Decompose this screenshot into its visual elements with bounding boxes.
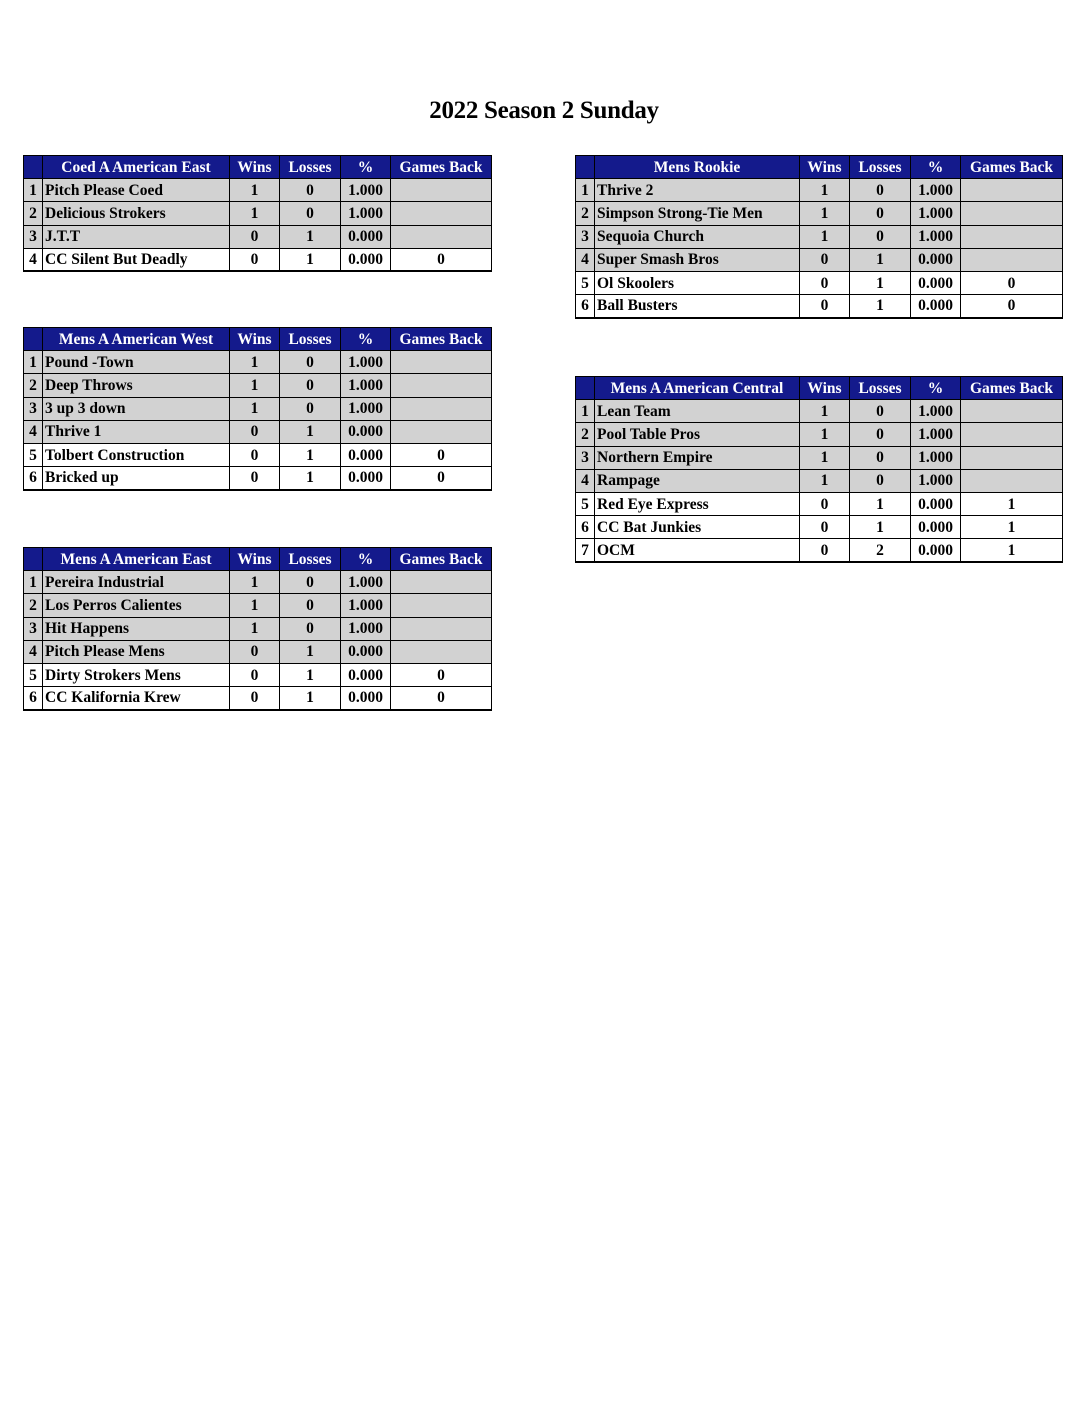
rank-cell: 6 — [24, 687, 43, 710]
rank-header — [576, 156, 595, 179]
rank-cell: 3 — [24, 397, 43, 420]
games-back-header: Games Back — [391, 156, 492, 179]
table-row — [576, 202, 1063, 225]
rank-cell: 4 — [24, 640, 43, 663]
table-row — [24, 397, 492, 420]
games-back-cell — [391, 397, 492, 420]
standings-table — [23, 327, 492, 491]
pct-cell: 1.000 — [911, 202, 961, 225]
pct-header: % — [341, 328, 391, 351]
losses-cell: 0 — [280, 397, 341, 420]
team-cell: Bricked up — [43, 467, 230, 490]
games-back-header: Games Back — [961, 377, 1063, 400]
games-back-cell — [391, 351, 492, 374]
wins-cell: 0 — [800, 492, 850, 515]
rank-cell: 3 — [24, 225, 43, 248]
standings-mens-a-american-west — [23, 327, 491, 491]
games-back-header: Games Back — [961, 156, 1063, 179]
games-back-cell: 0 — [961, 295, 1063, 318]
games-back-cell: 1 — [961, 492, 1063, 515]
table-row — [576, 516, 1063, 539]
team-cell: Thrive 2 — [595, 179, 800, 202]
pct-cell: 1.000 — [341, 179, 391, 202]
rank-cell: 7 — [576, 539, 595, 562]
table-row — [24, 351, 492, 374]
wins-cell: 1 — [800, 202, 850, 225]
games-back-cell: 0 — [391, 663, 492, 686]
losses-cell: 1 — [850, 295, 911, 318]
rank-cell: 3 — [24, 617, 43, 640]
wins-cell: 0 — [230, 467, 280, 490]
losses-cell: 0 — [280, 374, 341, 397]
losses-header: Losses — [280, 156, 341, 179]
pct-cell: 1.000 — [911, 179, 961, 202]
pct-cell: 1.000 — [341, 617, 391, 640]
games-back-cell — [391, 202, 492, 225]
team-cell: 3 up 3 down — [43, 397, 230, 420]
games-back-cell — [391, 594, 492, 617]
team-cell: Dirty Strokers Mens — [43, 663, 230, 686]
team-cell: CC Bat Junkies — [595, 516, 800, 539]
rank-header — [24, 548, 43, 571]
pct-header: % — [341, 156, 391, 179]
rank-cell: 2 — [24, 374, 43, 397]
table-row — [24, 179, 492, 202]
losses-cell: 2 — [850, 539, 911, 562]
team-cell: Super Smash Bros — [595, 248, 800, 271]
losses-cell: 0 — [850, 446, 911, 469]
header-row — [576, 156, 1063, 179]
games-back-cell: 0 — [391, 687, 492, 710]
wins-cell: 0 — [230, 443, 280, 466]
table-row — [24, 443, 492, 466]
wins-cell: 1 — [800, 423, 850, 446]
team-cell: Sequoia Church — [595, 225, 800, 248]
losses-cell: 0 — [850, 469, 911, 492]
games-back-cell — [391, 179, 492, 202]
wins-cell: 0 — [230, 248, 280, 271]
team-cell: Pitch Please Mens — [43, 640, 230, 663]
table-row — [24, 640, 492, 663]
table-row — [576, 400, 1063, 423]
team-cell: Thrive 1 — [43, 420, 230, 443]
losses-cell: 0 — [850, 225, 911, 248]
losses-cell: 0 — [850, 423, 911, 446]
table-row — [24, 374, 492, 397]
pct-cell: 0.000 — [341, 663, 391, 686]
games-back-cell — [391, 571, 492, 594]
rank-cell: 5 — [576, 271, 595, 294]
division-name: Coed A American East — [43, 156, 230, 179]
losses-cell: 0 — [280, 617, 341, 640]
rank-cell: 1 — [576, 400, 595, 423]
wins-cell: 1 — [800, 225, 850, 248]
rank-header — [576, 377, 595, 400]
wins-cell: 0 — [230, 225, 280, 248]
pct-header: % — [341, 548, 391, 571]
team-cell: Ball Busters — [595, 295, 800, 318]
pct-cell: 0.000 — [341, 248, 391, 271]
pct-cell: 1.000 — [341, 374, 391, 397]
wins-header: Wins — [230, 328, 280, 351]
losses-cell: 1 — [850, 492, 911, 515]
losses-cell: 1 — [280, 443, 341, 466]
header-row — [24, 328, 492, 351]
games-back-cell: 0 — [391, 248, 492, 271]
wins-cell: 1 — [230, 571, 280, 594]
losses-cell: 1 — [280, 687, 341, 710]
losses-cell: 0 — [280, 571, 341, 594]
games-back-cell — [391, 420, 492, 443]
standings-table — [575, 376, 1063, 563]
rank-header — [24, 156, 43, 179]
pct-cell: 0.000 — [911, 295, 961, 318]
wins-cell: 1 — [230, 351, 280, 374]
games-back-cell: 1 — [961, 516, 1063, 539]
team-cell: Los Perros Calientes — [43, 594, 230, 617]
pct-cell: 0.000 — [341, 467, 391, 490]
team-cell: Ol Skoolers — [595, 271, 800, 294]
pct-cell: 0.000 — [341, 443, 391, 466]
wins-cell: 0 — [230, 640, 280, 663]
table-row — [576, 271, 1063, 294]
team-cell: Delicious Strokers — [43, 202, 230, 225]
division-name: Mens Rookie — [595, 156, 800, 179]
table-row — [576, 492, 1063, 515]
games-back-cell: 0 — [961, 271, 1063, 294]
team-cell: Northern Empire — [595, 446, 800, 469]
standings-mens-a-american-central — [575, 376, 1062, 563]
games-back-cell — [961, 446, 1063, 469]
games-back-cell — [961, 469, 1063, 492]
rank-cell: 1 — [576, 179, 595, 202]
rank-cell: 3 — [576, 446, 595, 469]
pct-cell: 1.000 — [911, 423, 961, 446]
wins-header: Wins — [230, 548, 280, 571]
rank-cell: 4 — [576, 469, 595, 492]
losses-cell: 1 — [850, 516, 911, 539]
pct-cell: 0.000 — [341, 687, 391, 710]
team-cell: Pitch Please Coed — [43, 179, 230, 202]
table-row — [24, 594, 492, 617]
rank-cell: 5 — [576, 492, 595, 515]
rank-cell: 6 — [24, 467, 43, 490]
wins-cell: 1 — [230, 179, 280, 202]
games-back-cell — [961, 248, 1063, 271]
table-row — [576, 469, 1063, 492]
wins-cell: 1 — [800, 179, 850, 202]
table-row — [24, 225, 492, 248]
table-row — [24, 687, 492, 710]
pct-cell: 0.000 — [341, 640, 391, 663]
pct-cell: 1.000 — [911, 400, 961, 423]
losses-cell: 0 — [850, 179, 911, 202]
table-row — [24, 248, 492, 271]
wins-cell: 1 — [800, 469, 850, 492]
team-cell: CC Silent But Deadly — [43, 248, 230, 271]
rank-cell: 1 — [24, 351, 43, 374]
games-back-cell — [961, 423, 1063, 446]
rank-cell: 6 — [576, 516, 595, 539]
table-row — [576, 446, 1063, 469]
losses-cell: 0 — [850, 202, 911, 225]
losses-cell: 0 — [280, 351, 341, 374]
rank-cell: 3 — [576, 225, 595, 248]
pct-cell: 1.000 — [341, 202, 391, 225]
team-cell: Pool Table Pros — [595, 423, 800, 446]
rank-cell: 1 — [24, 179, 43, 202]
games-back-cell — [391, 640, 492, 663]
team-cell: Tolbert Construction — [43, 443, 230, 466]
team-cell: Red Eye Express — [595, 492, 800, 515]
standings-mens-rookie — [575, 155, 1062, 319]
pct-cell: 1.000 — [341, 571, 391, 594]
losses-cell: 1 — [280, 225, 341, 248]
rank-cell: 2 — [24, 594, 43, 617]
team-cell: Simpson Strong-Tie Men — [595, 202, 800, 225]
wins-header: Wins — [800, 377, 850, 400]
standings-coed-a-american-east — [23, 155, 491, 272]
division-name: Mens A American Central — [595, 377, 800, 400]
rank-cell: 2 — [576, 202, 595, 225]
wins-cell: 0 — [800, 539, 850, 562]
games-back-cell — [961, 225, 1063, 248]
games-back-cell — [391, 374, 492, 397]
table-row — [24, 202, 492, 225]
table-row — [24, 571, 492, 594]
wins-cell: 0 — [800, 295, 850, 318]
table-row — [24, 617, 492, 640]
team-cell: Deep Throws — [43, 374, 230, 397]
team-cell: J.T.T — [43, 225, 230, 248]
losses-cell: 0 — [280, 179, 341, 202]
losses-cell: 1 — [850, 248, 911, 271]
pct-cell: 0.000 — [341, 225, 391, 248]
losses-cell: 0 — [280, 202, 341, 225]
wins-cell: 0 — [230, 687, 280, 710]
pct-header: % — [911, 156, 961, 179]
rank-cell: 4 — [24, 248, 43, 271]
rank-cell: 4 — [576, 248, 595, 271]
wins-cell: 1 — [230, 594, 280, 617]
pct-cell: 1.000 — [341, 594, 391, 617]
table-row — [24, 420, 492, 443]
standings-table — [575, 155, 1063, 319]
losses-cell: 1 — [850, 271, 911, 294]
pct-cell: 1.000 — [911, 225, 961, 248]
division-name: Mens A American East — [43, 548, 230, 571]
table-row — [576, 539, 1063, 562]
games-back-cell — [391, 225, 492, 248]
table-row — [576, 248, 1063, 271]
losses-cell: 0 — [280, 594, 341, 617]
header-row — [576, 377, 1063, 400]
division-name: Mens A American West — [43, 328, 230, 351]
team-cell: OCM — [595, 539, 800, 562]
pct-cell: 1.000 — [341, 351, 391, 374]
rank-cell: 2 — [576, 423, 595, 446]
wins-cell: 1 — [800, 446, 850, 469]
rank-cell: 2 — [24, 202, 43, 225]
pct-cell: 0.000 — [911, 516, 961, 539]
losses-cell: 0 — [850, 400, 911, 423]
games-back-cell: 0 — [391, 467, 492, 490]
games-back-cell — [961, 179, 1063, 202]
pct-header: % — [911, 377, 961, 400]
rank-cell: 4 — [24, 420, 43, 443]
standings-table — [23, 547, 492, 711]
wins-cell: 0 — [800, 516, 850, 539]
table-row — [576, 225, 1063, 248]
games-back-header: Games Back — [391, 328, 492, 351]
pct-cell: 1.000 — [911, 446, 961, 469]
wins-cell: 1 — [230, 202, 280, 225]
table-row — [576, 295, 1063, 318]
wins-cell: 1 — [800, 400, 850, 423]
rank-cell: 5 — [24, 443, 43, 466]
games-back-cell — [961, 400, 1063, 423]
rank-cell: 1 — [24, 571, 43, 594]
pct-cell: 1.000 — [341, 397, 391, 420]
team-cell: Pereira Industrial — [43, 571, 230, 594]
losses-cell: 1 — [280, 420, 341, 443]
pct-cell: 0.000 — [911, 492, 961, 515]
page-title: 2022 Season 2 Sunday — [429, 97, 659, 124]
pct-cell: 0.000 — [341, 420, 391, 443]
wins-cell: 1 — [230, 397, 280, 420]
losses-cell: 1 — [280, 663, 341, 686]
standings-mens-a-american-east — [23, 547, 491, 711]
header-row — [24, 156, 492, 179]
pct-cell: 0.000 — [911, 248, 961, 271]
losses-header: Losses — [850, 156, 911, 179]
pct-cell: 0.000 — [911, 271, 961, 294]
table-row — [576, 423, 1063, 446]
rank-cell: 6 — [576, 295, 595, 318]
games-back-cell: 0 — [391, 443, 492, 466]
losses-cell: 1 — [280, 467, 341, 490]
losses-header: Losses — [280, 328, 341, 351]
team-cell: Rampage — [595, 469, 800, 492]
wins-header: Wins — [230, 156, 280, 179]
rank-header — [24, 328, 43, 351]
header-row — [24, 548, 492, 571]
wins-cell: 0 — [230, 420, 280, 443]
wins-cell: 1 — [230, 617, 280, 640]
table-row — [24, 663, 492, 686]
games-back-cell: 1 — [961, 539, 1063, 562]
games-back-cell — [391, 617, 492, 640]
wins-header: Wins — [800, 156, 850, 179]
team-cell: Lean Team — [595, 400, 800, 423]
losses-header: Losses — [850, 377, 911, 400]
table-row — [576, 179, 1063, 202]
table-row — [24, 467, 492, 490]
losses-cell: 1 — [280, 248, 341, 271]
wins-cell: 0 — [800, 248, 850, 271]
rank-cell: 5 — [24, 663, 43, 686]
pct-cell: 0.000 — [911, 539, 961, 562]
team-cell: Hit Happens — [43, 617, 230, 640]
wins-cell: 0 — [230, 663, 280, 686]
games-back-header: Games Back — [391, 548, 492, 571]
pct-cell: 1.000 — [911, 469, 961, 492]
wins-cell: 1 — [230, 374, 280, 397]
losses-cell: 1 — [280, 640, 341, 663]
losses-header: Losses — [280, 548, 341, 571]
team-cell: Pound -Town — [43, 351, 230, 374]
standings-table — [23, 155, 492, 272]
games-back-cell — [961, 202, 1063, 225]
team-cell: CC Kalifornia Krew — [43, 687, 230, 710]
wins-cell: 0 — [800, 271, 850, 294]
